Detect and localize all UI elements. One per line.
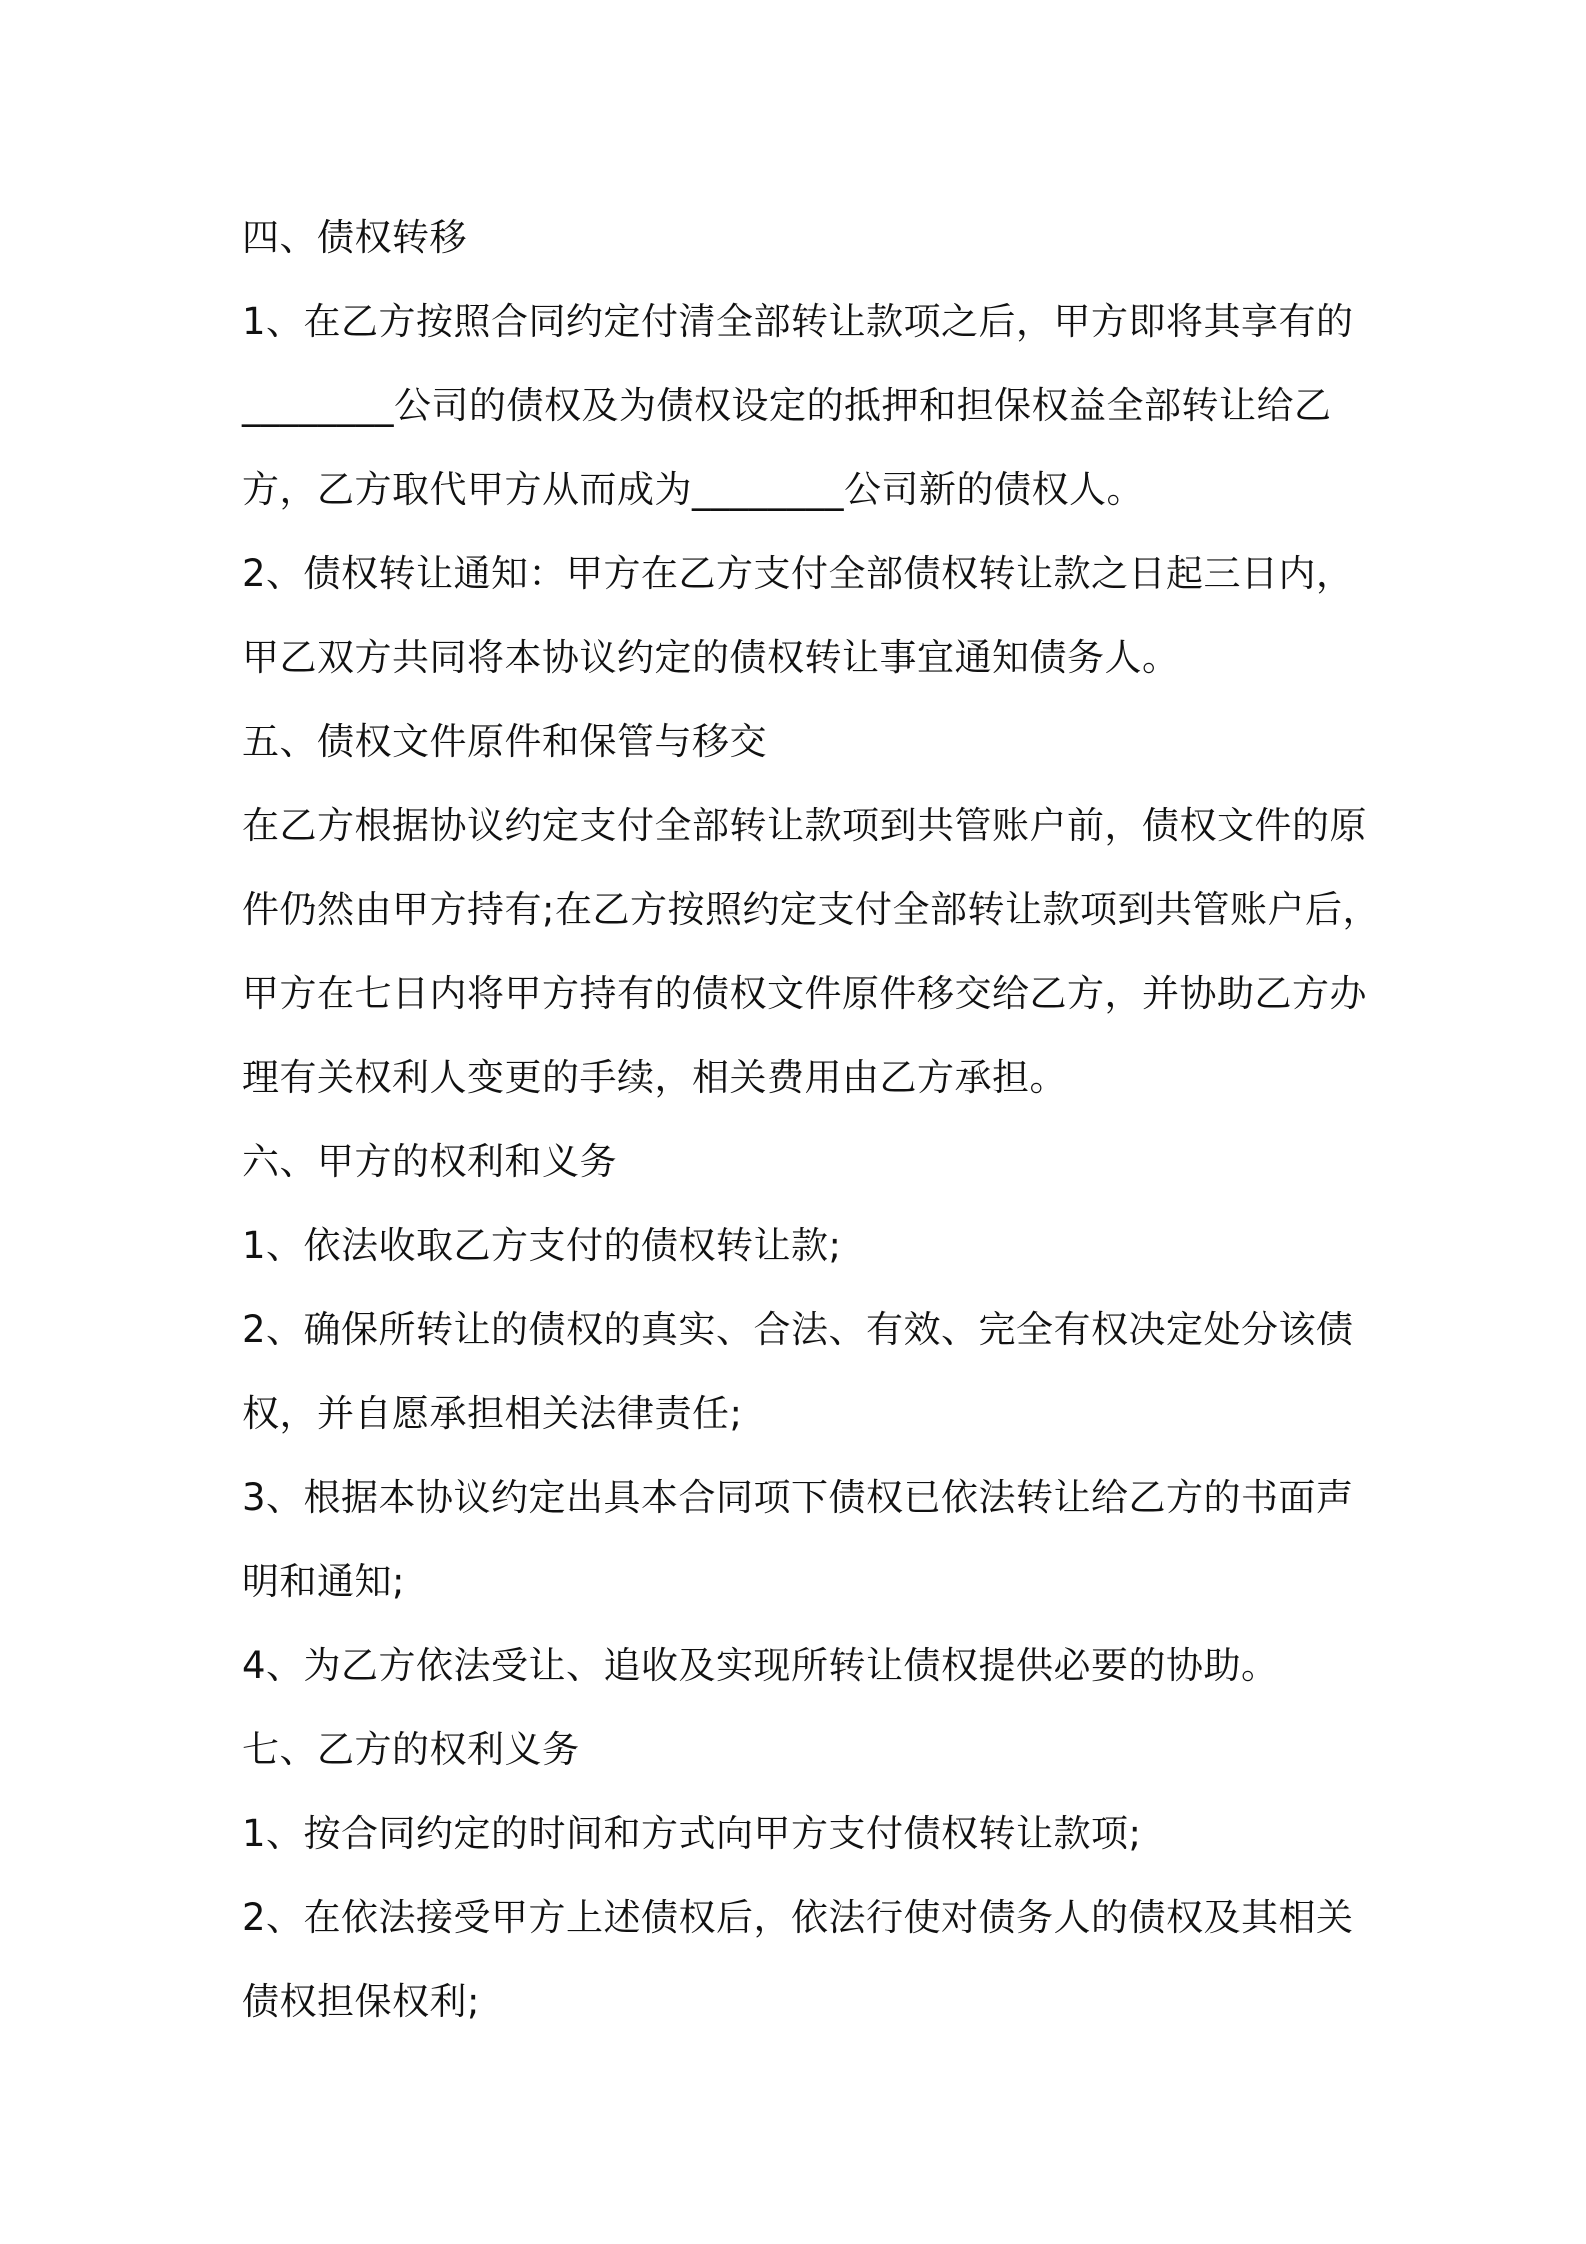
paragraph-line: 理有关权利人变更的手续，相关费用由乙方承担。 [242, 1056, 1067, 1099]
section-heading-7: 七、乙方的权利义务 [242, 1728, 580, 1771]
paragraph-line: 3、根据本协议约定出具本合同项下债权已依法转让给乙方的书面声 [242, 1476, 1354, 1519]
paragraph-line: 权，并自愿承担相关法律责任; [242, 1392, 743, 1435]
document-body [242, 196, 1380, 2044]
paragraph-line: 1、按合同约定的时间和方式向甲方支付债权转让款项; [242, 1812, 1142, 1855]
paragraph-line: 件仍然由甲方持有;在乙方按照约定支付全部转让款项到共管账户后， [242, 888, 1380, 931]
paragraph-line: 1、依法收取乙方支付的债权转让款; [242, 1224, 842, 1267]
paragraph-line: 2、确保所转让的债权的真实、合法、有效、完全有权决定处分该债 [242, 1308, 1354, 1351]
section-heading-6: 六、甲方的权利和义务 [242, 1140, 617, 1183]
paragraph-line: 2、债权转让通知：甲方在乙方支付全部债权转让款之日起三日内， [242, 552, 1354, 595]
paragraph-line: 方，乙方取代甲方从而成为________公司新的债权人。 [242, 468, 1144, 511]
paragraph-line: ________公司的债权及为债权设定的抵押和担保权益全部转让给乙 [242, 384, 1332, 427]
paragraph-line: 4、为乙方依法受让、追收及实现所转让债权提供必要的协助。 [242, 1644, 1279, 1687]
paragraph-line: 甲乙双方共同将本协议约定的债权转让事宜通知债务人。 [242, 636, 1180, 679]
paragraph-line: 甲方在七日内将甲方持有的债权文件原件移交给乙方，并协助乙方办 [242, 972, 1367, 1015]
paragraph-line: 1、在乙方按照合同约定付清全部转让款项之后，甲方即将其享有的 [242, 300, 1354, 343]
paragraph-line: 债权担保权利; [242, 1980, 480, 2023]
paragraph-line: 2、在依法接受甲方上述债权后，依法行使对债务人的债权及其相关 [242, 1896, 1354, 1939]
section-heading-4: 四、债权转移 [242, 216, 467, 259]
paragraph-line: 在乙方根据协议约定支付全部转让款项到共管账户前，债权文件的原 [242, 804, 1367, 847]
paragraph-line: 明和通知; [242, 1560, 405, 1603]
section-heading-5: 五、债权文件原件和保管与移交 [242, 720, 767, 763]
